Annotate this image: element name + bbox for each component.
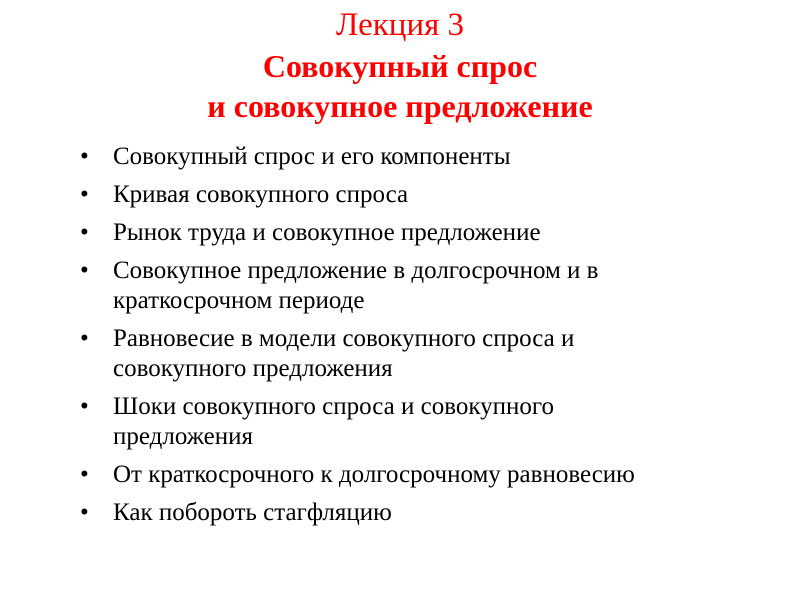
topic-item [80, 256, 790, 316]
topic-text-line: Как побороть стагфляцию [113, 499, 392, 526]
slide-title [0, 4, 800, 126]
topic-item [80, 218, 790, 248]
bullet-icon: • [80, 257, 89, 284]
topic-text-line: Шоки совокупного спроса и совокупного [113, 393, 555, 420]
topic-item [80, 324, 790, 384]
topic-item [80, 498, 790, 528]
bullet-icon: • [80, 393, 89, 420]
lecture-title-line-1: Совокупный спрос [262, 48, 538, 84]
topic-text-line: Рынок труда и совокупное предложение [113, 219, 541, 246]
bullet-icon: • [80, 143, 89, 170]
topic-item [80, 142, 790, 172]
topic-text-line: Совокупный спрос и его компоненты [113, 143, 511, 170]
topic-text-line: Совокупное предложение в долгосрочном и в [113, 257, 599, 284]
topic-text-line: От краткосрочного к долгосрочному равновесию [113, 461, 635, 488]
topic-text-line: Кривая совокупного спроса [113, 181, 409, 208]
topic-text-line: краткосрочном периоде [113, 287, 365, 314]
lecture-number: Лекция 3 [335, 7, 465, 43]
bullet-icon: • [80, 499, 89, 526]
topic-item [80, 392, 790, 452]
topic-text-line: Равновесие в модели совокупного спроса и [113, 325, 575, 352]
topic-item [80, 180, 790, 210]
topic-item [80, 460, 790, 490]
bullet-icon: • [80, 325, 89, 352]
bullet-icon: • [80, 461, 89, 488]
bullet-icon: • [80, 219, 89, 246]
topic-list [80, 142, 790, 536]
lecture-title-line-2: и совокупное предложение [207, 88, 593, 124]
bullet-icon: • [80, 181, 89, 208]
topic-text-line: совокупного предложения [113, 355, 393, 382]
topic-text-line: предложения [113, 423, 254, 450]
